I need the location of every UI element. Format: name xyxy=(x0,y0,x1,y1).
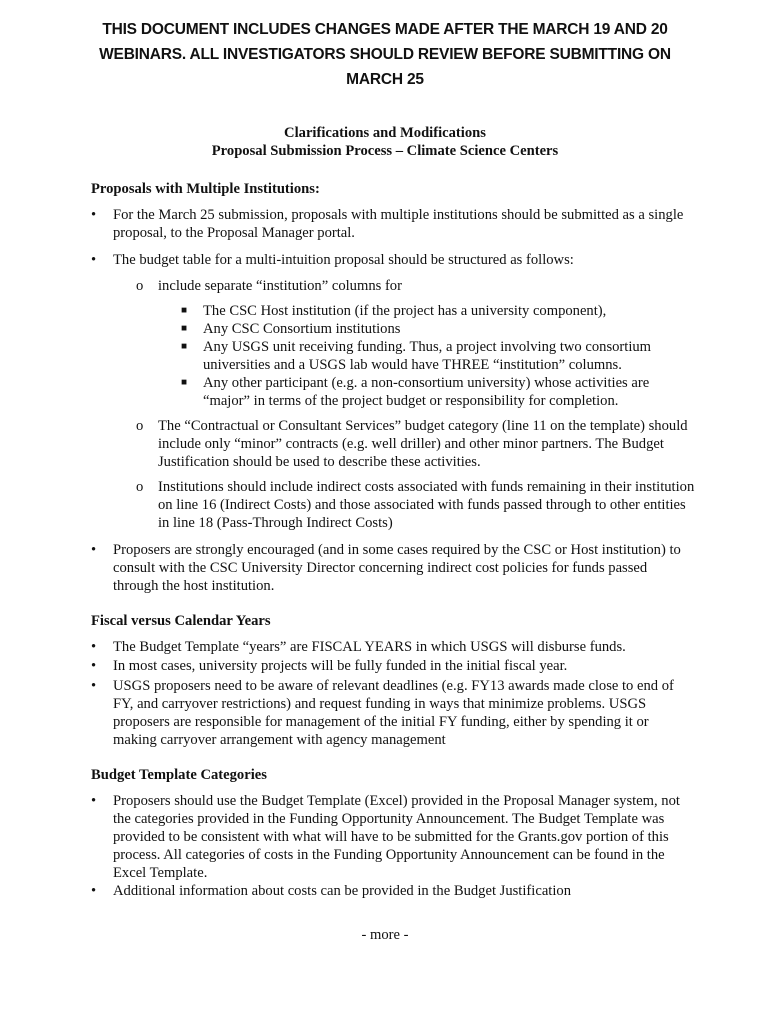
list-item xyxy=(91,882,691,900)
nested-list-item-text: Any CSC Consortium institutions xyxy=(203,321,401,337)
sub-list-item-text: The “Contractual or Consultant Services” budget category (line 11 on the template) should include only “minor” contracts (e.g. well driller) and other minor partners. The Budget Justification should be used to describe these activities. xyxy=(158,418,688,470)
banner-line-3: MARCH 25 xyxy=(346,71,424,88)
list-item-text: The budget table for a multi-intuition proposal should be structured as follows: xyxy=(113,252,574,268)
bullet-marker: • xyxy=(91,658,97,674)
square-marker: ■ xyxy=(181,323,188,334)
bullet-marker: • xyxy=(91,678,97,694)
nested-list-item-text: Any USGS unit receiving funding. Thus, a project involving two consortium universities and a USGS lab would have THREE “institution” columns. xyxy=(203,339,652,373)
circle-marker: o xyxy=(136,278,144,294)
sub-list-item-text: include separate “institution” columns for xyxy=(158,278,402,294)
list-item-text: Proposers are strongly encouraged (and in some cases required by the CSC or Host institution) to consult with the CSC University Director concerning indirect cost policies for funds passed through the host institution. xyxy=(113,542,681,594)
nested-list-item xyxy=(181,302,691,320)
list-item xyxy=(91,677,691,749)
section-heading-multiple-institutions: Proposals with Multiple Institutions: xyxy=(91,181,320,197)
list-item xyxy=(91,251,691,269)
banner-line-2: WEBINARS. ALL INVESTIGATORS SHOULD REVIEW BEFORE SUBMITTING ON xyxy=(99,46,671,63)
list-item xyxy=(91,541,691,595)
document-title xyxy=(60,124,710,160)
nested-list-item-text: The CSC Host institution (if the project has a university component), xyxy=(203,303,607,319)
list-item-text: USGS proposers need to be aware of relevant deadlines (e.g. FY13 awards made close to end of FY, and carryover restrictions) and request funding in ways that minimize problems. USGS proposers are responsible for management of the initial FY funding, either by spending it or making carryover arrangement with agency management xyxy=(113,678,674,748)
bullet-marker: • xyxy=(91,639,97,655)
list-item-text: Additional information about costs can be provided in the Budget Justification xyxy=(113,883,571,899)
list-item-text: Proposers should use the Budget Template (Excel) provided in the Proposal Manager system, not the categories provided in the Funding Opportunity Announcement. The Budget Template was provided to be consistent with what will have to be submitted for the Grants.gov portion of this process. All categories of costs in the Funding Opportunity Announcement can be found in the Excel Template. xyxy=(113,793,680,881)
nested-list-item-text: Any other participant (e.g. a non-consortium university) whose activities are “major” in terms of the project budget or responsibility for completion. xyxy=(203,375,650,409)
bullet-marker: • xyxy=(91,542,97,558)
nested-list-item xyxy=(181,338,691,374)
sub-list-item xyxy=(136,478,696,532)
square-marker: ■ xyxy=(181,341,188,352)
list-item-text: For the March 25 submission, proposals with multiple institutions should be submitted as a single proposal, to the Proposal Manager portal. xyxy=(113,207,684,241)
sub-list-item xyxy=(136,277,696,295)
bullet-marker: • xyxy=(91,793,97,809)
list-item xyxy=(91,792,691,882)
bullet-marker: • xyxy=(91,207,97,223)
section-heading-budget-categories: Budget Template Categories xyxy=(91,767,267,783)
list-item-text: The Budget Template “years” are FISCAL YEARS in which USGS will disburse funds. xyxy=(113,639,626,655)
section-heading-fiscal-years: Fiscal versus Calendar Years xyxy=(91,613,271,629)
list-item xyxy=(91,206,691,242)
sub-list-item-text: Institutions should include indirect costs associated with funds remaining in their institution on line 16 (Indirect Costs) and those associated with funds passed through to other entities in line 18 (Pass-Through Indirect Costs) xyxy=(158,479,695,531)
warning-banner xyxy=(60,17,710,92)
page-footer-more: - more - xyxy=(361,927,409,943)
list-item xyxy=(91,638,691,656)
title-line-2: Proposal Submission Process – Climate Science Centers xyxy=(211,143,559,159)
nested-list-item xyxy=(181,320,691,338)
banner-line-1: THIS DOCUMENT INCLUDES CHANGES MADE AFTER THE MARCH 19 AND 20 xyxy=(102,21,668,38)
sub-list-item xyxy=(136,417,696,471)
title-line-1: Clarifications and Modifications xyxy=(284,125,486,141)
circle-marker: o xyxy=(136,418,144,434)
nested-list-item xyxy=(181,374,691,410)
list-item xyxy=(91,657,691,675)
list-item-text: In most cases, university projects will be fully funded in the initial fiscal year. xyxy=(113,658,568,674)
bullet-marker: • xyxy=(91,883,97,899)
bullet-marker: • xyxy=(91,252,97,268)
square-marker: ■ xyxy=(181,377,188,388)
square-marker: ■ xyxy=(181,305,188,316)
circle-marker: o xyxy=(136,479,144,495)
